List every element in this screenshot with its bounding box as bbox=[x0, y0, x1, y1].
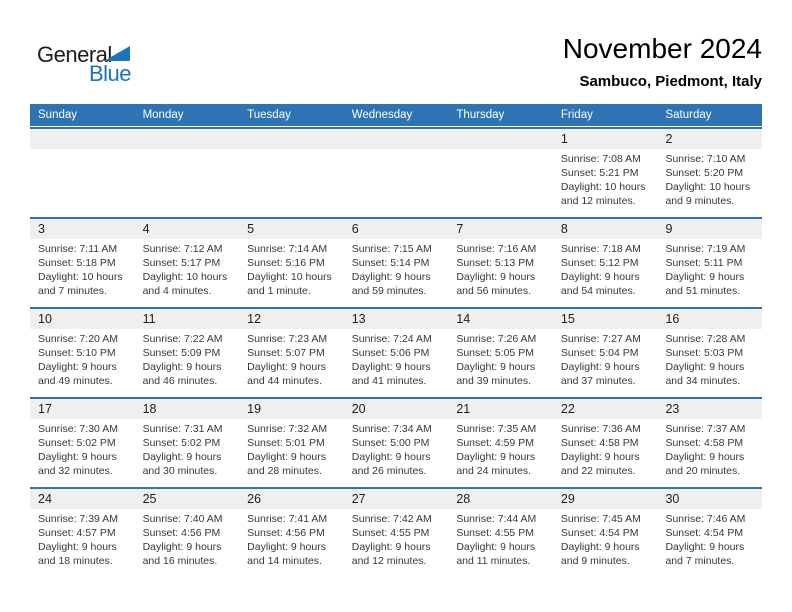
day-info-line: Sunrise: 7:24 AM bbox=[351, 333, 432, 345]
day-cell bbox=[239, 219, 344, 307]
day-info-line: and 59 minutes. bbox=[351, 285, 427, 297]
day-info-line: Sunset: 5:20 PM bbox=[665, 167, 744, 179]
day-info-line: Sunrise: 7:23 AM bbox=[247, 333, 328, 345]
day-cell bbox=[344, 219, 449, 307]
day-number: 10 bbox=[30, 309, 135, 329]
day-cell bbox=[344, 489, 449, 577]
day-info-line: Sunset: 5:18 PM bbox=[38, 257, 116, 269]
day-info-line: Sunset: 4:56 PM bbox=[247, 527, 325, 539]
day-info-line: Daylight: 9 hours bbox=[142, 451, 222, 463]
day-number: 30 bbox=[657, 489, 762, 509]
day-number: 11 bbox=[135, 309, 240, 329]
day-cell bbox=[30, 399, 135, 487]
day-number: 25 bbox=[135, 489, 240, 509]
day-info-line: Sunrise: 7:40 AM bbox=[142, 513, 223, 525]
day-info-line: Sunset: 5:11 PM bbox=[665, 257, 743, 269]
day-number: 7 bbox=[448, 219, 553, 239]
day-info-line: Daylight: 9 hours bbox=[560, 361, 640, 373]
day-info-line: Sunrise: 7:42 AM bbox=[351, 513, 432, 525]
day-cell bbox=[448, 489, 553, 577]
day-info-line: Sunrise: 7:36 AM bbox=[560, 423, 641, 435]
day-info-line: and 7 minutes. bbox=[38, 285, 107, 297]
day-info-line: and 20 minutes. bbox=[665, 465, 741, 477]
day-info-line: Daylight: 9 hours bbox=[560, 271, 640, 283]
day-cell bbox=[30, 489, 135, 577]
day-info-line: and 24 minutes. bbox=[456, 465, 532, 477]
day-cell bbox=[657, 129, 762, 217]
weekday-header-saturday: Saturday bbox=[665, 109, 712, 121]
day-info-line: Daylight: 9 hours bbox=[456, 451, 536, 463]
day-info-line: Daylight: 10 hours bbox=[665, 181, 751, 193]
empty-day-cell bbox=[239, 129, 344, 217]
day-info-line: and 9 minutes. bbox=[560, 555, 630, 567]
day-info-line: Sunrise: 7:28 AM bbox=[665, 333, 746, 345]
day-number: 14 bbox=[448, 309, 553, 329]
day-number: 9 bbox=[657, 219, 762, 239]
day-number: 18 bbox=[135, 399, 240, 419]
day-info-line: and 12 minutes. bbox=[351, 555, 427, 567]
day-info-line: Daylight: 9 hours bbox=[456, 271, 536, 283]
day-info-line: and 34 minutes. bbox=[665, 375, 741, 387]
day-number: 8 bbox=[553, 219, 658, 239]
day-number: 16 bbox=[657, 309, 762, 329]
day-number: 29 bbox=[553, 489, 658, 509]
day-cell bbox=[239, 309, 344, 397]
day-number bbox=[239, 129, 344, 149]
day-info-line: and 32 minutes. bbox=[38, 465, 113, 477]
day-info-line: Sunrise: 7:12 AM bbox=[142, 243, 223, 255]
empty-day-cell bbox=[30, 129, 135, 217]
day-info-line: Sunrise: 7:15 AM bbox=[351, 243, 432, 255]
day-info-line: Sunrise: 7:34 AM bbox=[351, 423, 432, 435]
logo-text-blue: Blue bbox=[89, 61, 132, 86]
day-info-line: Daylight: 9 hours bbox=[560, 541, 640, 553]
day-info-line: Sunrise: 7:35 AM bbox=[456, 423, 537, 435]
day-number bbox=[135, 129, 240, 149]
day-info-line: Daylight: 9 hours bbox=[351, 451, 431, 463]
day-info-line: Sunrise: 7:11 AM bbox=[38, 243, 118, 255]
day-info-line: and 41 minutes. bbox=[351, 375, 427, 387]
day-number bbox=[344, 129, 449, 149]
day-number: 5 bbox=[239, 219, 344, 239]
day-info-line: and 4 minutes. bbox=[142, 285, 212, 297]
day-info-line: Sunset: 4:55 PM bbox=[351, 527, 430, 539]
day-info-line: Daylight: 9 hours bbox=[560, 451, 640, 463]
day-info-line: Sunrise: 7:22 AM bbox=[142, 333, 223, 345]
day-info-line: Sunrise: 7:30 AM bbox=[38, 423, 118, 435]
day-info-line: and 56 minutes. bbox=[456, 285, 532, 297]
day-number: 13 bbox=[344, 309, 449, 329]
logo-text-general: General bbox=[37, 42, 112, 67]
day-info-line: Daylight: 9 hours bbox=[351, 271, 431, 283]
day-info-line: Sunrise: 7:18 AM bbox=[560, 243, 641, 255]
day-info-line: Daylight: 9 hours bbox=[247, 451, 326, 463]
day-info-line: Daylight: 9 hours bbox=[142, 361, 222, 373]
day-info-line: Sunset: 5:03 PM bbox=[665, 347, 744, 359]
day-info-line: Sunset: 5:13 PM bbox=[456, 257, 534, 269]
day-info-line: and 39 minutes. bbox=[456, 375, 532, 387]
day-number: 26 bbox=[239, 489, 344, 509]
day-number: 2 bbox=[657, 129, 762, 149]
day-info-line: Sunrise: 7:16 AM bbox=[456, 243, 537, 255]
weekday-header-monday: Monday bbox=[142, 109, 184, 121]
day-info-line: and 16 minutes. bbox=[142, 555, 218, 567]
day-info-line: Sunrise: 7:39 AM bbox=[38, 513, 118, 525]
day-info-line: Daylight: 9 hours bbox=[38, 361, 117, 373]
calendar-body bbox=[30, 127, 762, 577]
day-info-line: Daylight: 9 hours bbox=[38, 541, 117, 553]
day-info-line: and 7 minutes. bbox=[665, 555, 735, 567]
day-info-line: Daylight: 9 hours bbox=[142, 541, 222, 553]
day-info-line: Sunset: 5:02 PM bbox=[142, 437, 221, 449]
day-info-line: Sunrise: 7:37 AM bbox=[665, 423, 746, 435]
empty-day-cell bbox=[344, 129, 449, 217]
day-number: 15 bbox=[553, 309, 658, 329]
day-cell bbox=[30, 219, 135, 307]
day-info-line: Daylight: 9 hours bbox=[38, 451, 117, 463]
day-number: 22 bbox=[553, 399, 658, 419]
day-cell bbox=[135, 489, 240, 577]
day-info-line: Sunset: 5:06 PM bbox=[351, 347, 430, 359]
week-row bbox=[30, 307, 762, 397]
day-info-line: and 30 minutes. bbox=[142, 465, 218, 477]
day-info-line: Sunset: 4:58 PM bbox=[560, 437, 639, 449]
day-info-line: Sunset: 4:59 PM bbox=[456, 437, 534, 449]
day-cell bbox=[344, 309, 449, 397]
day-number: 23 bbox=[657, 399, 762, 419]
day-number: 21 bbox=[448, 399, 553, 419]
page-title: November 2024 bbox=[562, 33, 762, 64]
week-row bbox=[30, 397, 762, 487]
day-info-line: Daylight: 9 hours bbox=[456, 541, 536, 553]
day-number bbox=[448, 129, 553, 149]
day-number: 17 bbox=[30, 399, 135, 419]
day-info-line: Sunset: 4:56 PM bbox=[142, 527, 221, 539]
day-info-line: Sunset: 5:16 PM bbox=[247, 257, 325, 269]
day-cell bbox=[448, 309, 553, 397]
day-number: 24 bbox=[30, 489, 135, 509]
day-cell bbox=[135, 219, 240, 307]
weekday-header-row bbox=[30, 104, 762, 126]
day-info-line: and 14 minutes. bbox=[247, 555, 322, 567]
day-info-line: Sunrise: 7:19 AM bbox=[665, 243, 746, 255]
day-info-line: Sunset: 5:12 PM bbox=[560, 257, 639, 269]
day-info-line: Sunset: 5:02 PM bbox=[38, 437, 116, 449]
day-info-line: Sunset: 5:05 PM bbox=[456, 347, 534, 359]
day-info-line: Sunset: 5:04 PM bbox=[560, 347, 639, 359]
day-info-line: Daylight: 10 hours bbox=[142, 271, 228, 283]
day-info-line: Daylight: 10 hours bbox=[247, 271, 332, 283]
day-info-line: Daylight: 9 hours bbox=[665, 541, 745, 553]
day-info-line: Daylight: 9 hours bbox=[665, 271, 745, 283]
day-info-line: Sunrise: 7:08 AM bbox=[560, 153, 641, 165]
day-cell bbox=[448, 399, 553, 487]
day-info-line: Sunrise: 7:10 AM bbox=[665, 153, 746, 165]
day-info-line: Sunset: 5:14 PM bbox=[351, 257, 430, 269]
day-info-line: and 46 minutes. bbox=[142, 375, 218, 387]
day-info-line: Daylight: 10 hours bbox=[38, 271, 123, 283]
day-info-line: Sunrise: 7:31 AM bbox=[142, 423, 223, 435]
day-info-line: Sunrise: 7:46 AM bbox=[665, 513, 746, 525]
day-info-line: and 9 minutes. bbox=[665, 195, 735, 207]
day-info-line: Sunset: 4:55 PM bbox=[456, 527, 534, 539]
day-number: 12 bbox=[239, 309, 344, 329]
day-info-line: and 49 minutes. bbox=[38, 375, 113, 387]
day-info-line: Sunset: 4:54 PM bbox=[665, 527, 744, 539]
day-info-line: Sunset: 4:54 PM bbox=[560, 527, 639, 539]
day-info-line: Sunset: 5:09 PM bbox=[142, 347, 221, 359]
general-blue-logo bbox=[37, 42, 157, 86]
day-info-line: Daylight: 9 hours bbox=[247, 361, 326, 373]
day-info-line: Daylight: 9 hours bbox=[351, 541, 431, 553]
day-info-line: Daylight: 10 hours bbox=[560, 181, 646, 193]
day-cell bbox=[553, 129, 658, 217]
day-cell bbox=[657, 219, 762, 307]
page-subtitle: Sambuco, Piedmont, Italy bbox=[579, 73, 762, 90]
day-info-line: Daylight: 9 hours bbox=[247, 541, 326, 553]
calendar-table bbox=[30, 104, 762, 577]
day-cell bbox=[553, 219, 658, 307]
day-info-line: Sunset: 4:57 PM bbox=[38, 527, 116, 539]
weekday-header-thursday: Thursday bbox=[456, 109, 505, 121]
day-cell bbox=[239, 489, 344, 577]
day-number: 27 bbox=[344, 489, 449, 509]
day-info-line: Sunset: 4:58 PM bbox=[665, 437, 744, 449]
day-info-line: Sunset: 5:10 PM bbox=[38, 347, 116, 359]
day-info-line: Sunrise: 7:20 AM bbox=[38, 333, 118, 345]
day-cell bbox=[657, 489, 762, 577]
day-info-line: and 51 minutes. bbox=[665, 285, 741, 297]
day-info-line: and 22 minutes. bbox=[560, 465, 636, 477]
day-info-line: Sunrise: 7:32 AM bbox=[247, 423, 328, 435]
day-info-line: Sunset: 5:01 PM bbox=[247, 437, 325, 449]
day-cell bbox=[553, 489, 658, 577]
week-row bbox=[30, 487, 762, 577]
day-info-line: Sunset: 5:00 PM bbox=[351, 437, 430, 449]
empty-day-cell bbox=[448, 129, 553, 217]
day-info-line: and 18 minutes. bbox=[38, 555, 113, 567]
day-info-line: Sunrise: 7:45 AM bbox=[560, 513, 641, 525]
day-info-line: Sunset: 5:17 PM bbox=[142, 257, 221, 269]
weekday-header-friday: Friday bbox=[560, 109, 593, 121]
day-number: 20 bbox=[344, 399, 449, 419]
week-row bbox=[30, 217, 762, 307]
day-info-line: Sunset: 5:21 PM bbox=[560, 167, 639, 179]
day-cell bbox=[553, 399, 658, 487]
day-number: 4 bbox=[135, 219, 240, 239]
day-cell bbox=[448, 219, 553, 307]
day-info-line: Daylight: 9 hours bbox=[351, 361, 431, 373]
day-cell bbox=[239, 399, 344, 487]
weekday-header-wednesday: Wednesday bbox=[351, 109, 413, 121]
day-info-line: and 26 minutes. bbox=[351, 465, 427, 477]
day-cell bbox=[657, 399, 762, 487]
title-block bbox=[563, 34, 762, 90]
day-number: 6 bbox=[344, 219, 449, 239]
day-info-line: and 37 minutes. bbox=[560, 375, 636, 387]
day-number: 3 bbox=[30, 219, 135, 239]
empty-day-cell bbox=[135, 129, 240, 217]
day-info-line: Sunrise: 7:26 AM bbox=[456, 333, 537, 345]
day-info-line: Sunrise: 7:41 AM bbox=[247, 513, 328, 525]
day-info-line: Sunrise: 7:27 AM bbox=[560, 333, 641, 345]
day-info-line: and 1 minute. bbox=[247, 285, 311, 297]
day-cell bbox=[553, 309, 658, 397]
day-cell bbox=[135, 399, 240, 487]
day-info-line: Daylight: 9 hours bbox=[665, 451, 745, 463]
day-number: 19 bbox=[239, 399, 344, 419]
day-cell bbox=[30, 309, 135, 397]
day-info-line: and 44 minutes. bbox=[247, 375, 322, 387]
day-number bbox=[30, 129, 135, 149]
day-info-line: and 11 minutes. bbox=[456, 555, 531, 567]
week-row bbox=[30, 127, 762, 217]
day-cell bbox=[344, 399, 449, 487]
day-info-line: and 54 minutes. bbox=[560, 285, 636, 297]
day-info-line: Sunrise: 7:44 AM bbox=[456, 513, 537, 525]
day-info-line: Daylight: 9 hours bbox=[665, 361, 745, 373]
day-info-line: Daylight: 9 hours bbox=[456, 361, 536, 373]
weekday-header-tuesday: Tuesday bbox=[247, 109, 291, 121]
day-cell bbox=[657, 309, 762, 397]
day-info-line: and 28 minutes. bbox=[247, 465, 322, 477]
day-cell bbox=[135, 309, 240, 397]
day-number: 28 bbox=[448, 489, 553, 509]
day-info-line: Sunset: 5:07 PM bbox=[247, 347, 325, 359]
day-info-line: and 12 minutes. bbox=[560, 195, 636, 207]
day-info-line: Sunrise: 7:14 AM bbox=[247, 243, 328, 255]
weekday-header-sunday: Sunday bbox=[38, 109, 78, 121]
day-number: 1 bbox=[553, 129, 658, 149]
